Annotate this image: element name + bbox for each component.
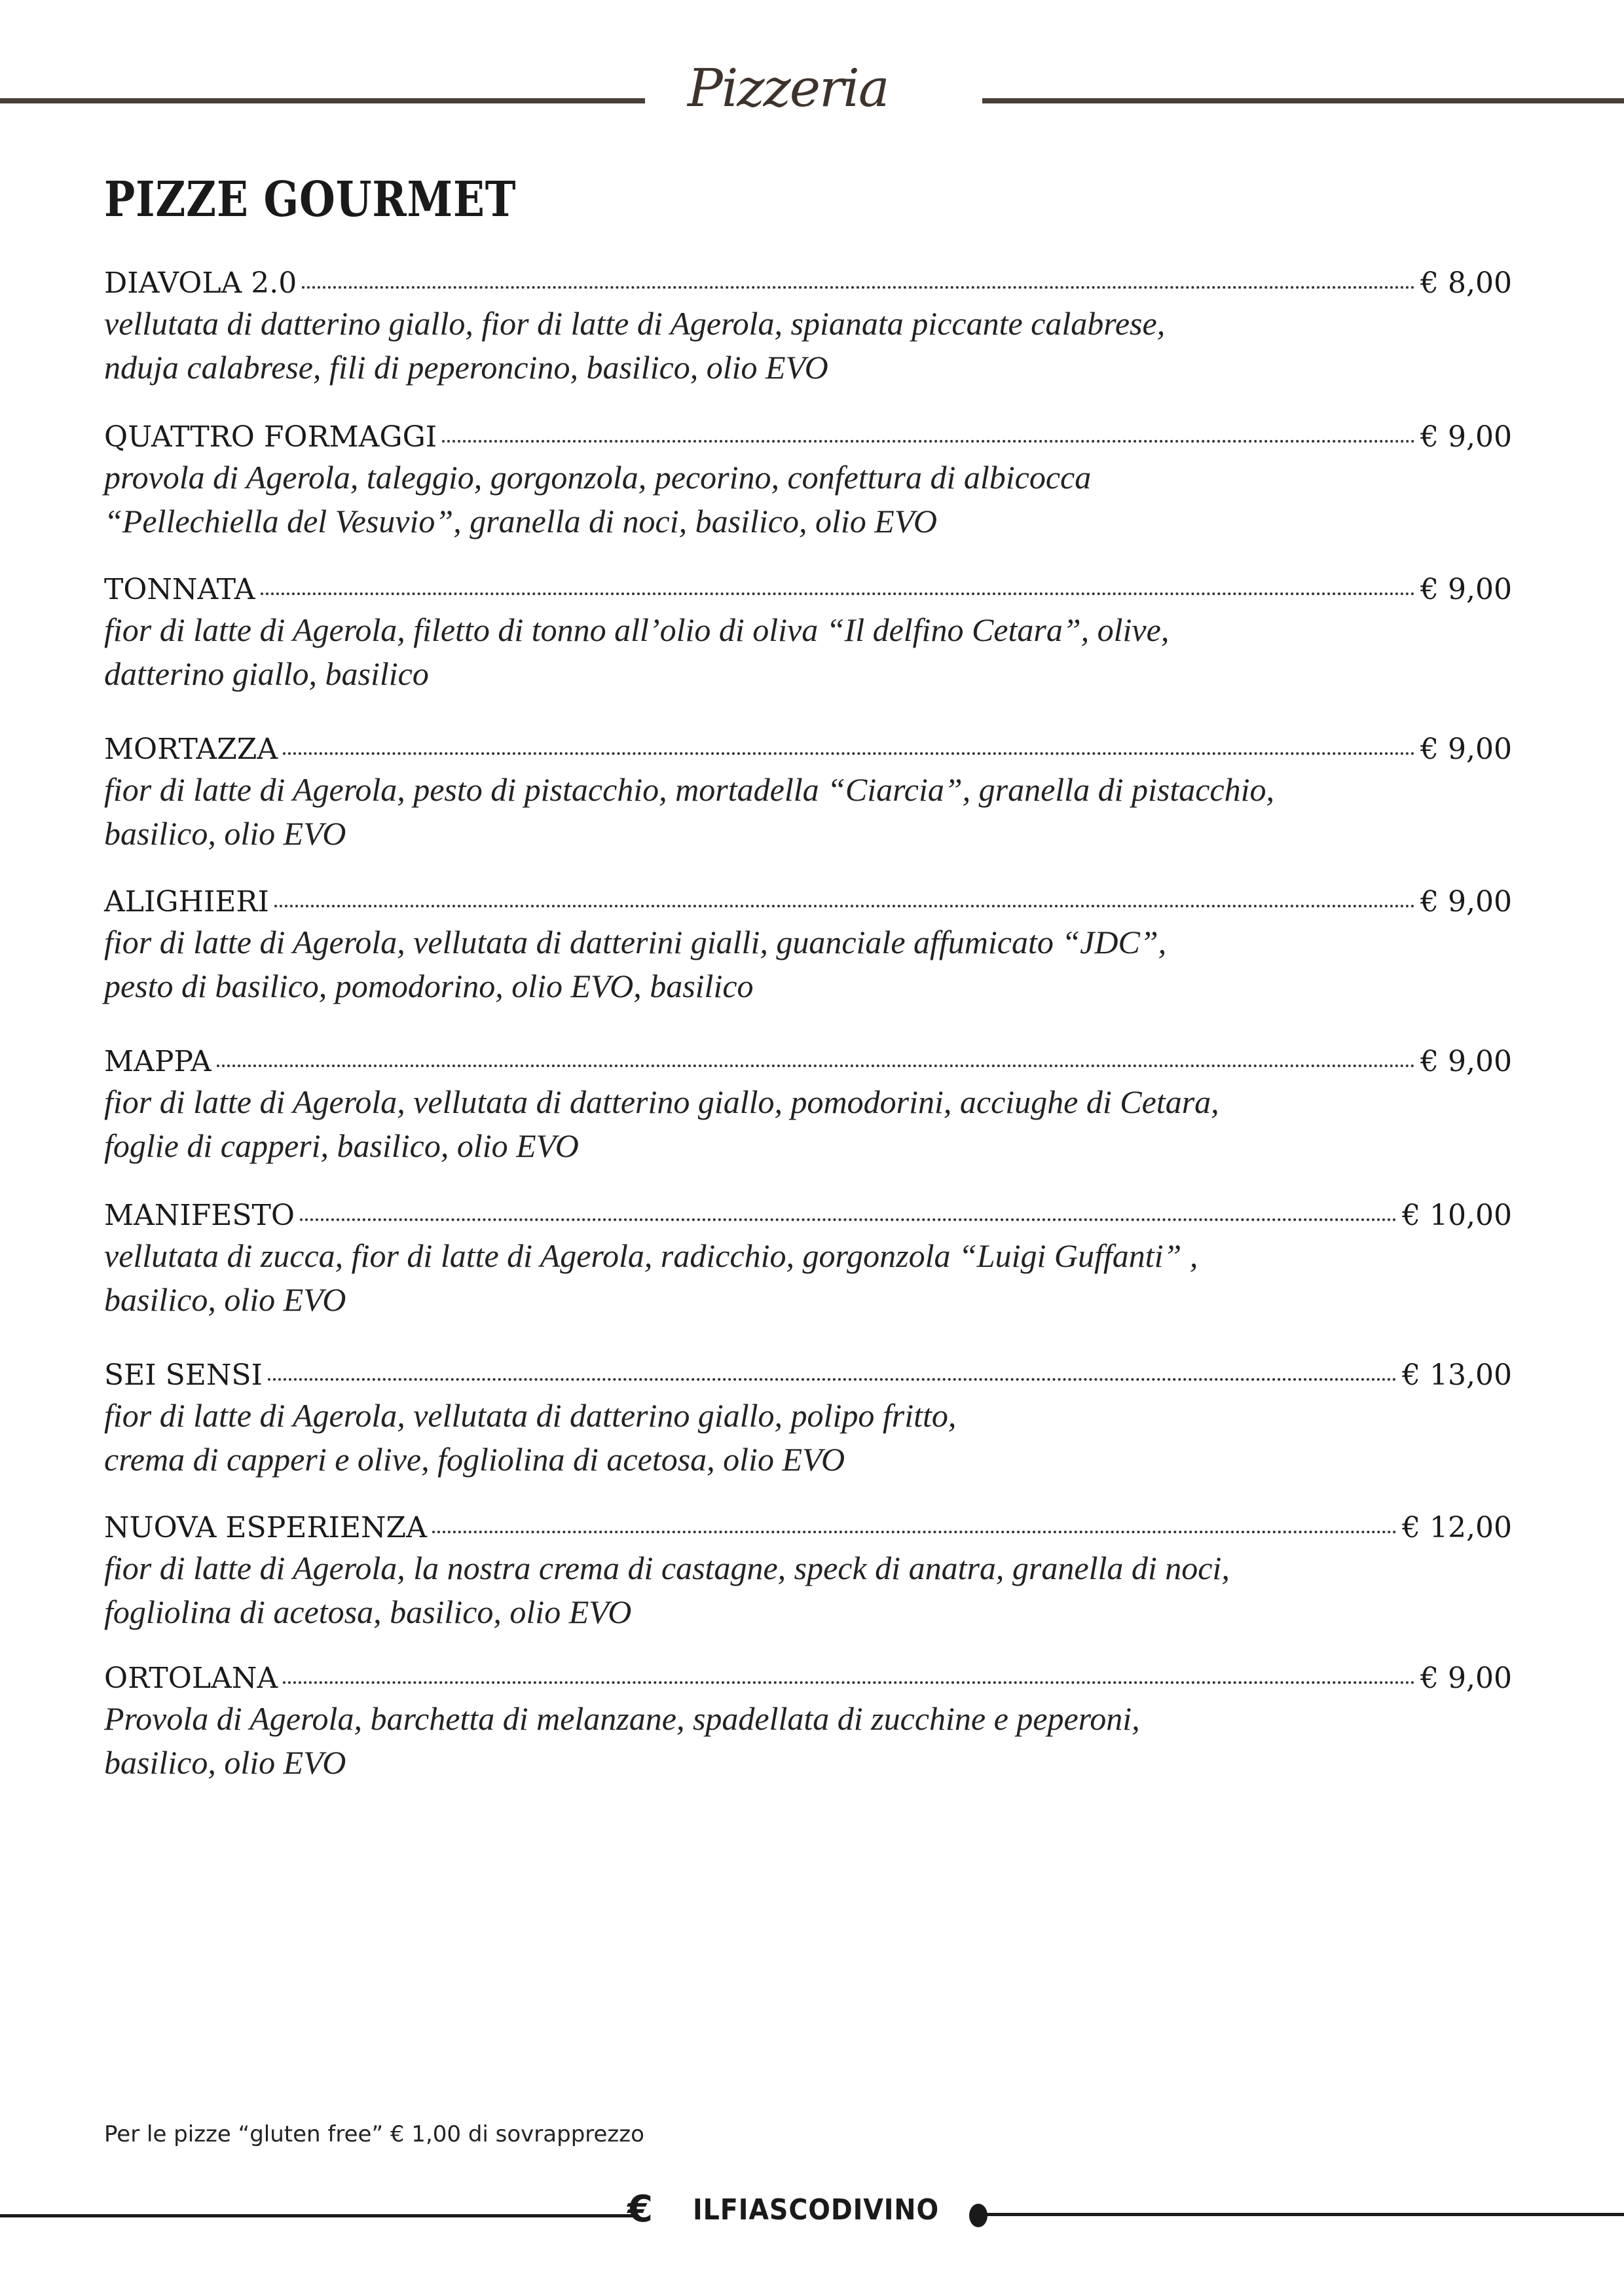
menu-item-row bbox=[104, 731, 1512, 768]
item-name: ALIGHIERI bbox=[104, 885, 269, 919]
menu-item-row bbox=[104, 1357, 1512, 1394]
menu-item bbox=[104, 1197, 1512, 1322]
item-description: basilico, olio EVO bbox=[104, 1744, 346, 1781]
footer-rule-left bbox=[0, 2214, 638, 2217]
dot-leader bbox=[300, 1218, 1397, 1221]
item-description: vellutata di datterino giallo, fior di latte di Agerola, spianata piccante calabrese, bbox=[104, 305, 1166, 342]
dot-leader bbox=[274, 905, 1415, 907]
item-price: € 8,00 bbox=[1420, 266, 1512, 300]
item-description: fior di latte di Agerola, filetto di tonno all’olio di oliva “Il delfino Cetara”, olive, bbox=[104, 611, 1170, 648]
dot-leader bbox=[283, 1681, 1415, 1684]
item-price: € 13,00 bbox=[1402, 1358, 1512, 1392]
menu-item bbox=[104, 1510, 1512, 1634]
item-description: pesto di basilico, pomodorino, olio EVO, basilico bbox=[104, 968, 754, 1004]
item-price: € 9,00 bbox=[1420, 885, 1512, 919]
item-description: fior di latte di Agerola, pesto di pistacchio, mortadella “Ciarcia”, granella di pistacchio, bbox=[104, 771, 1274, 808]
item-description: fogliolina di acetosa, basilico, olio EVO bbox=[104, 1594, 632, 1630]
menu-item bbox=[104, 572, 1512, 696]
item-price: € 12,00 bbox=[1402, 1511, 1512, 1544]
page-title: PIZZE GOURMET bbox=[104, 172, 517, 228]
item-name: TONNATA bbox=[104, 573, 255, 606]
item-name: ORTOLANA bbox=[104, 1662, 278, 1695]
item-price: € 9,00 bbox=[1420, 420, 1512, 454]
item-description: nduja calabrese, fili di peperoncino, basilico, olio EVO bbox=[104, 349, 828, 386]
footer-rule-right bbox=[982, 2213, 1624, 2216]
item-description: basilico, olio EVO bbox=[104, 815, 346, 852]
menu-item-row bbox=[104, 884, 1512, 920]
menu-item-row bbox=[104, 572, 1512, 608]
dot-leader bbox=[217, 1065, 1415, 1067]
item-price: € 10,00 bbox=[1402, 1199, 1512, 1232]
item-description: foglie di capperi, basilico, olio EVO bbox=[104, 1127, 579, 1164]
menu-item bbox=[104, 1660, 1512, 1785]
item-description: provola di Agerola, taleggio, gorgonzola, pecorino, confettura di albicocca bbox=[104, 459, 1092, 496]
section-label: Pizzeria bbox=[688, 58, 889, 118]
item-price: € 9,00 bbox=[1420, 733, 1512, 766]
menu-item bbox=[104, 1357, 1512, 1482]
menu-item-row bbox=[104, 1510, 1512, 1546]
brand-logo: ILFIASCODIVINO bbox=[693, 2193, 940, 2227]
dot-leader bbox=[268, 1378, 1397, 1381]
item-name: QUATTRO FORMAGGI bbox=[104, 420, 437, 454]
item-name: MANIFESTO bbox=[104, 1199, 295, 1232]
item-description: datterino giallo, basilico bbox=[104, 655, 429, 692]
item-name: MORTAZZA bbox=[104, 733, 278, 766]
item-name: DIAVOLA 2.0 bbox=[104, 266, 297, 300]
item-description: fior di latte di Agerola, vellutata di datterino giallo, pomodorini, acciughe di Cetara, bbox=[104, 1084, 1219, 1120]
menu-item-row bbox=[104, 419, 1512, 456]
header-rule-right bbox=[982, 98, 1624, 103]
item-price: € 9,00 bbox=[1420, 1662, 1512, 1695]
item-name: SEI SENSI bbox=[104, 1358, 263, 1392]
dot-leader bbox=[432, 1531, 1397, 1533]
item-description: vellutata di zucca, fior di latte di Agerola, radicchio, gorgonzola “Luigi Guffanti” , bbox=[104, 1237, 1198, 1274]
dot-leader bbox=[302, 286, 1415, 289]
item-description: fior di latte di Agerola, vellutata di datterini gialli, guanciale affumicato “JDC”, bbox=[104, 924, 1167, 960]
dot-leader bbox=[283, 752, 1415, 755]
item-description: fior di latte di Agerola, vellutata di datterino giallo, polipo fritto, bbox=[104, 1397, 957, 1434]
menu-item bbox=[104, 1044, 1512, 1168]
menu-item bbox=[104, 731, 1512, 856]
item-price: € 9,00 bbox=[1420, 573, 1512, 606]
logo-bracket-icon: € bbox=[627, 2188, 653, 2231]
item-description: Provola di Agerola, barchetta di melanzane, spadellata di zucchine e peperoni, bbox=[104, 1700, 1140, 1737]
menu-item-row bbox=[104, 1660, 1512, 1697]
dot-leader bbox=[261, 592, 1416, 595]
menu-item-row bbox=[104, 1197, 1512, 1234]
item-description: crema di capperi e olive, fogliolina di acetosa, olio EVO bbox=[104, 1441, 845, 1478]
menu-item bbox=[104, 265, 1512, 390]
menu-item-row bbox=[104, 265, 1512, 302]
menu-item-row bbox=[104, 1044, 1512, 1080]
item-name: NUOVA ESPERIENZA bbox=[104, 1511, 427, 1544]
gluten-free-note: Per le pizze “gluten free” € 1,00 di sovrapprezzo bbox=[104, 2121, 644, 2147]
menu-item bbox=[104, 884, 1512, 1008]
header-rule-left bbox=[0, 98, 645, 103]
item-name: MAPPA bbox=[104, 1045, 212, 1078]
item-description: fior di latte di Agerola, la nostra crema di castagne, speck di anatra, granella di noci, bbox=[104, 1550, 1230, 1586]
dot-leader bbox=[442, 440, 1415, 443]
item-description: basilico, olio EVO bbox=[104, 1281, 346, 1318]
item-description: “Pellechiella del Vesuvio”, granella di noci, basilico, olio EVO bbox=[104, 503, 937, 539]
item-price: € 9,00 bbox=[1420, 1045, 1512, 1078]
menu-item bbox=[104, 419, 1512, 543]
